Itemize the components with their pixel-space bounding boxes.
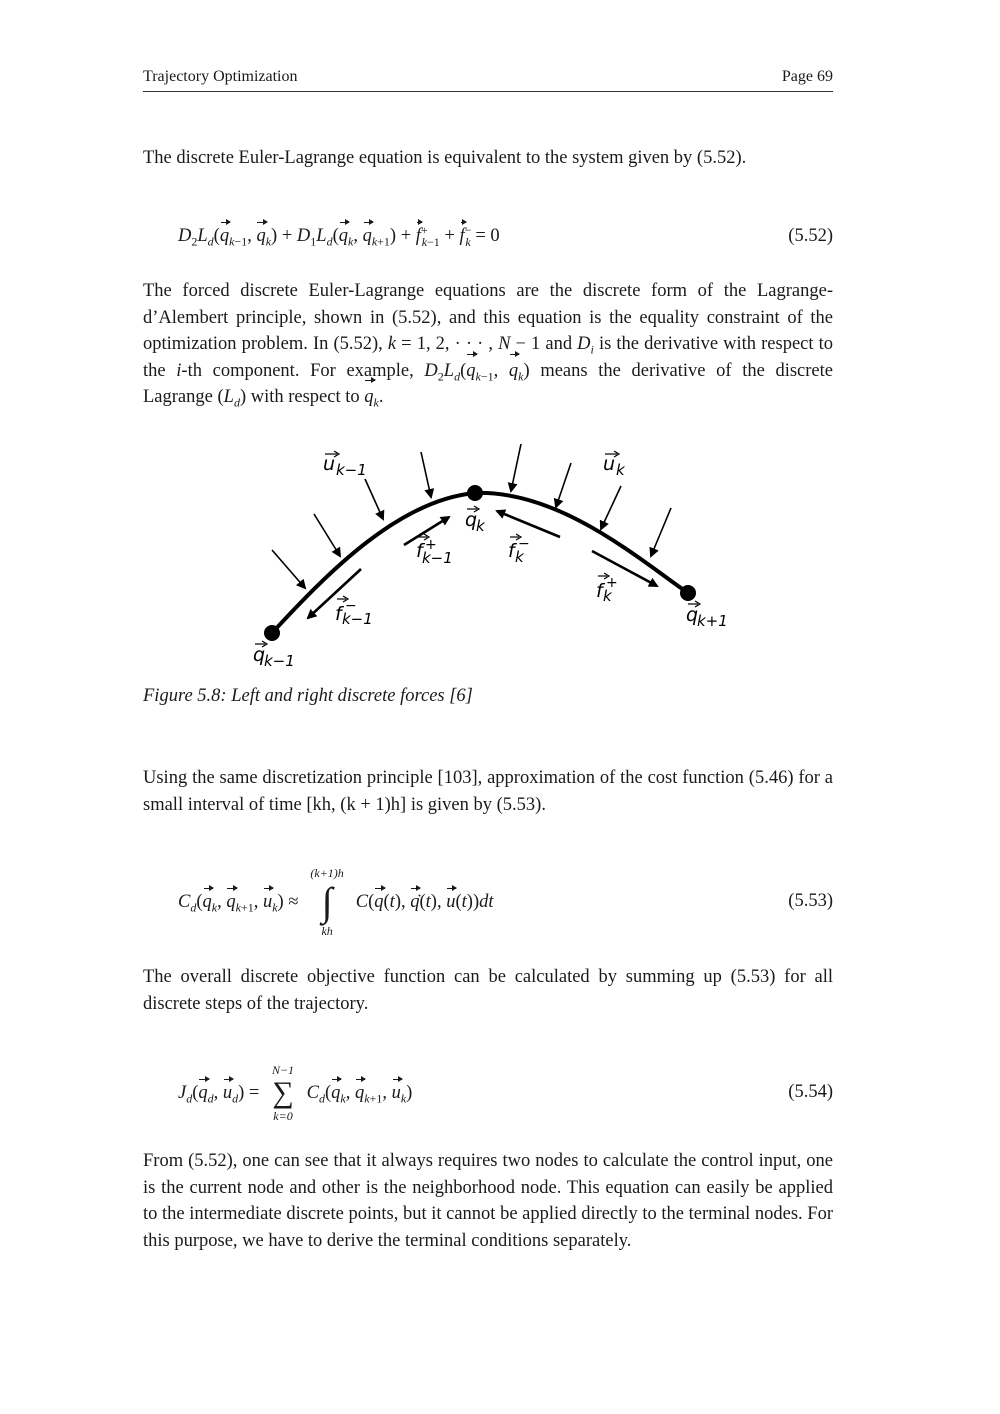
control-arrow-7	[601, 486, 621, 529]
paragraph-2-text-b: and	[540, 334, 578, 354]
paragraph-2-text-a: The forced discrete Euler-Lagrange equations are the discrete form of the Lagrange-d’Alembert principle, shown in (5.52), and this equation is the equality constraint of the optimization problem. In (5.52),	[143, 281, 833, 354]
equation-5-53: $C_d(q_k$, $q_{k+1}$, $u_k$) ≈ (k+1)h ∫ kh C(q(t), q̇(t), u(t))dt	[178, 866, 494, 938]
svg-text:k−1: k−1	[264, 652, 295, 670]
paragraph-2-text-c: is the derivative with respect to the	[143, 334, 833, 381]
paragraph-2-text-f: ) with respect to	[239, 387, 365, 407]
svg-text:q: q	[465, 509, 478, 531]
label-f-k-minus-1-minus	[335, 596, 373, 628]
svg-text:u: u	[603, 453, 616, 475]
svg-text:k: k	[515, 548, 524, 566]
control-arrow-8	[651, 508, 671, 556]
control-arrow-2	[314, 514, 340, 556]
paragraph-1-text: The discrete Euler-Lagrange equation is equivalent to the system given by (5.52).	[143, 148, 747, 168]
equation-5-52: $D_2L_d(q_{k-1}$, $q_k) + D_1L_d(q_k$, $q_{k+1}) + f^+_{k-1} + f^-_k = 0$	[178, 222, 500, 249]
svg-text:q: q	[253, 644, 266, 666]
svg-text:u: u	[323, 453, 336, 475]
svg-text:f: f	[335, 603, 342, 625]
equation-5-52-number: (5.52)	[788, 226, 833, 246]
svg-text:k: k	[616, 461, 625, 479]
svg-text:k−1: k−1	[336, 461, 367, 479]
svg-text:q: q	[686, 604, 699, 626]
svg-text:−: −	[345, 598, 357, 614]
control-arrow-3	[365, 479, 383, 519]
paragraph-5-text: From (5.52), one can see that it always requires two nodes to calculate the control input, one is the current node and other is the neighborhood node. This equation can easily be applied to the intermediate discrete points, but it cannot be applied directly to the terminal nodes. For this purpose, we have to derive the terminal conditions separately.	[143, 1151, 833, 1251]
node-q-k	[467, 485, 483, 501]
paragraph-3-text: Using the same discretization principle [103], approximation of the cost function (5.46) for a small interval of time [kh, (k + 1)h] is given by (5.53).	[143, 768, 833, 815]
label-f-k-minus	[508, 534, 530, 566]
label-q-k-plus-1	[686, 601, 728, 630]
discrete-forces-figure	[240, 435, 760, 675]
svg-text:k: k	[476, 517, 485, 535]
node-q-k-minus-1	[264, 625, 280, 641]
label-u-k	[603, 451, 626, 479]
sum-upper-limit: N−1	[271, 1063, 295, 1077]
svg-text:f: f	[508, 540, 515, 562]
figure-caption: Figure 5.8: Left and right discrete forces [6]	[143, 686, 473, 706]
integral-lower-limit: kh	[321, 924, 333, 938]
paragraph-2-text-d: -th component. For example,	[181, 360, 425, 381]
paragraph-4	[143, 964, 833, 1017]
control-arrow-1	[272, 550, 305, 588]
svg-text:−: −	[518, 536, 530, 552]
svg-text:k−1: k−1	[342, 610, 373, 628]
label-q-k-minus-1	[253, 641, 295, 670]
control-arrow-4	[421, 452, 431, 497]
running-header-title: Trajectory Optimization	[143, 68, 298, 85]
svg-text:f: f	[416, 540, 423, 562]
sum-lower-limit: k=0	[273, 1109, 293, 1123]
node-q-k-plus-1	[680, 585, 696, 601]
svg-text:k: k	[603, 587, 612, 605]
label-q-k	[465, 506, 486, 535]
header-rule	[143, 91, 833, 92]
paragraph-5	[143, 1148, 833, 1254]
paragraph-1	[143, 145, 833, 172]
svg-text:k+1: k+1	[697, 612, 728, 630]
svg-text:+: +	[425, 537, 437, 553]
control-arrow-6	[556, 463, 571, 507]
page-number: Page 69	[781, 68, 833, 85]
paragraph-4-text: The overall discrete objective function can be calculated by summing up (5.53) for all discrete steps of the trajectory.	[143, 967, 833, 1014]
paragraph-2-text-e: means the derivative of the discrete Lagrange (	[143, 360, 833, 407]
paragraph-3	[143, 765, 833, 818]
equation-5-54-number: (5.54)	[788, 1082, 833, 1102]
integral-upper-limit: (k+1)h	[310, 866, 344, 880]
label-f-k-plus	[596, 573, 618, 605]
svg-text:+: +	[606, 575, 618, 591]
force-arrow-f-k-minus	[497, 511, 560, 537]
svg-text:f: f	[596, 580, 603, 602]
equation-5-53-number: (5.53)	[788, 891, 833, 911]
paragraph-2: The forced discrete Euler-Lagrange equations are the discrete form of the Lagrange-d’Alembert principle, shown in (5.52), and this equation is the equality constraint of the optimization problem. In (5.52), k = 1, 2, · · · , N − 1 and $D_i$ is the derivative with respect to the i-th component. For example, $D_2L_d(q_{k-1}$, $q_k$) means the derivative of the discrete Lagrange $(L_d)$ with respect to $q_k$.	[143, 281, 833, 410]
label-f-k-minus-1-plus	[416, 534, 453, 567]
control-arrow-5	[511, 444, 521, 491]
label-u-k-minus-1	[323, 451, 367, 479]
svg-text:k−1: k−1	[422, 549, 453, 567]
equation-5-54: $J_d(q_d$, $u_d$) = N−1 ∑ k=0 $C_d(q_k$, $q_{k+1}$, $u_k$)	[178, 1063, 413, 1123]
